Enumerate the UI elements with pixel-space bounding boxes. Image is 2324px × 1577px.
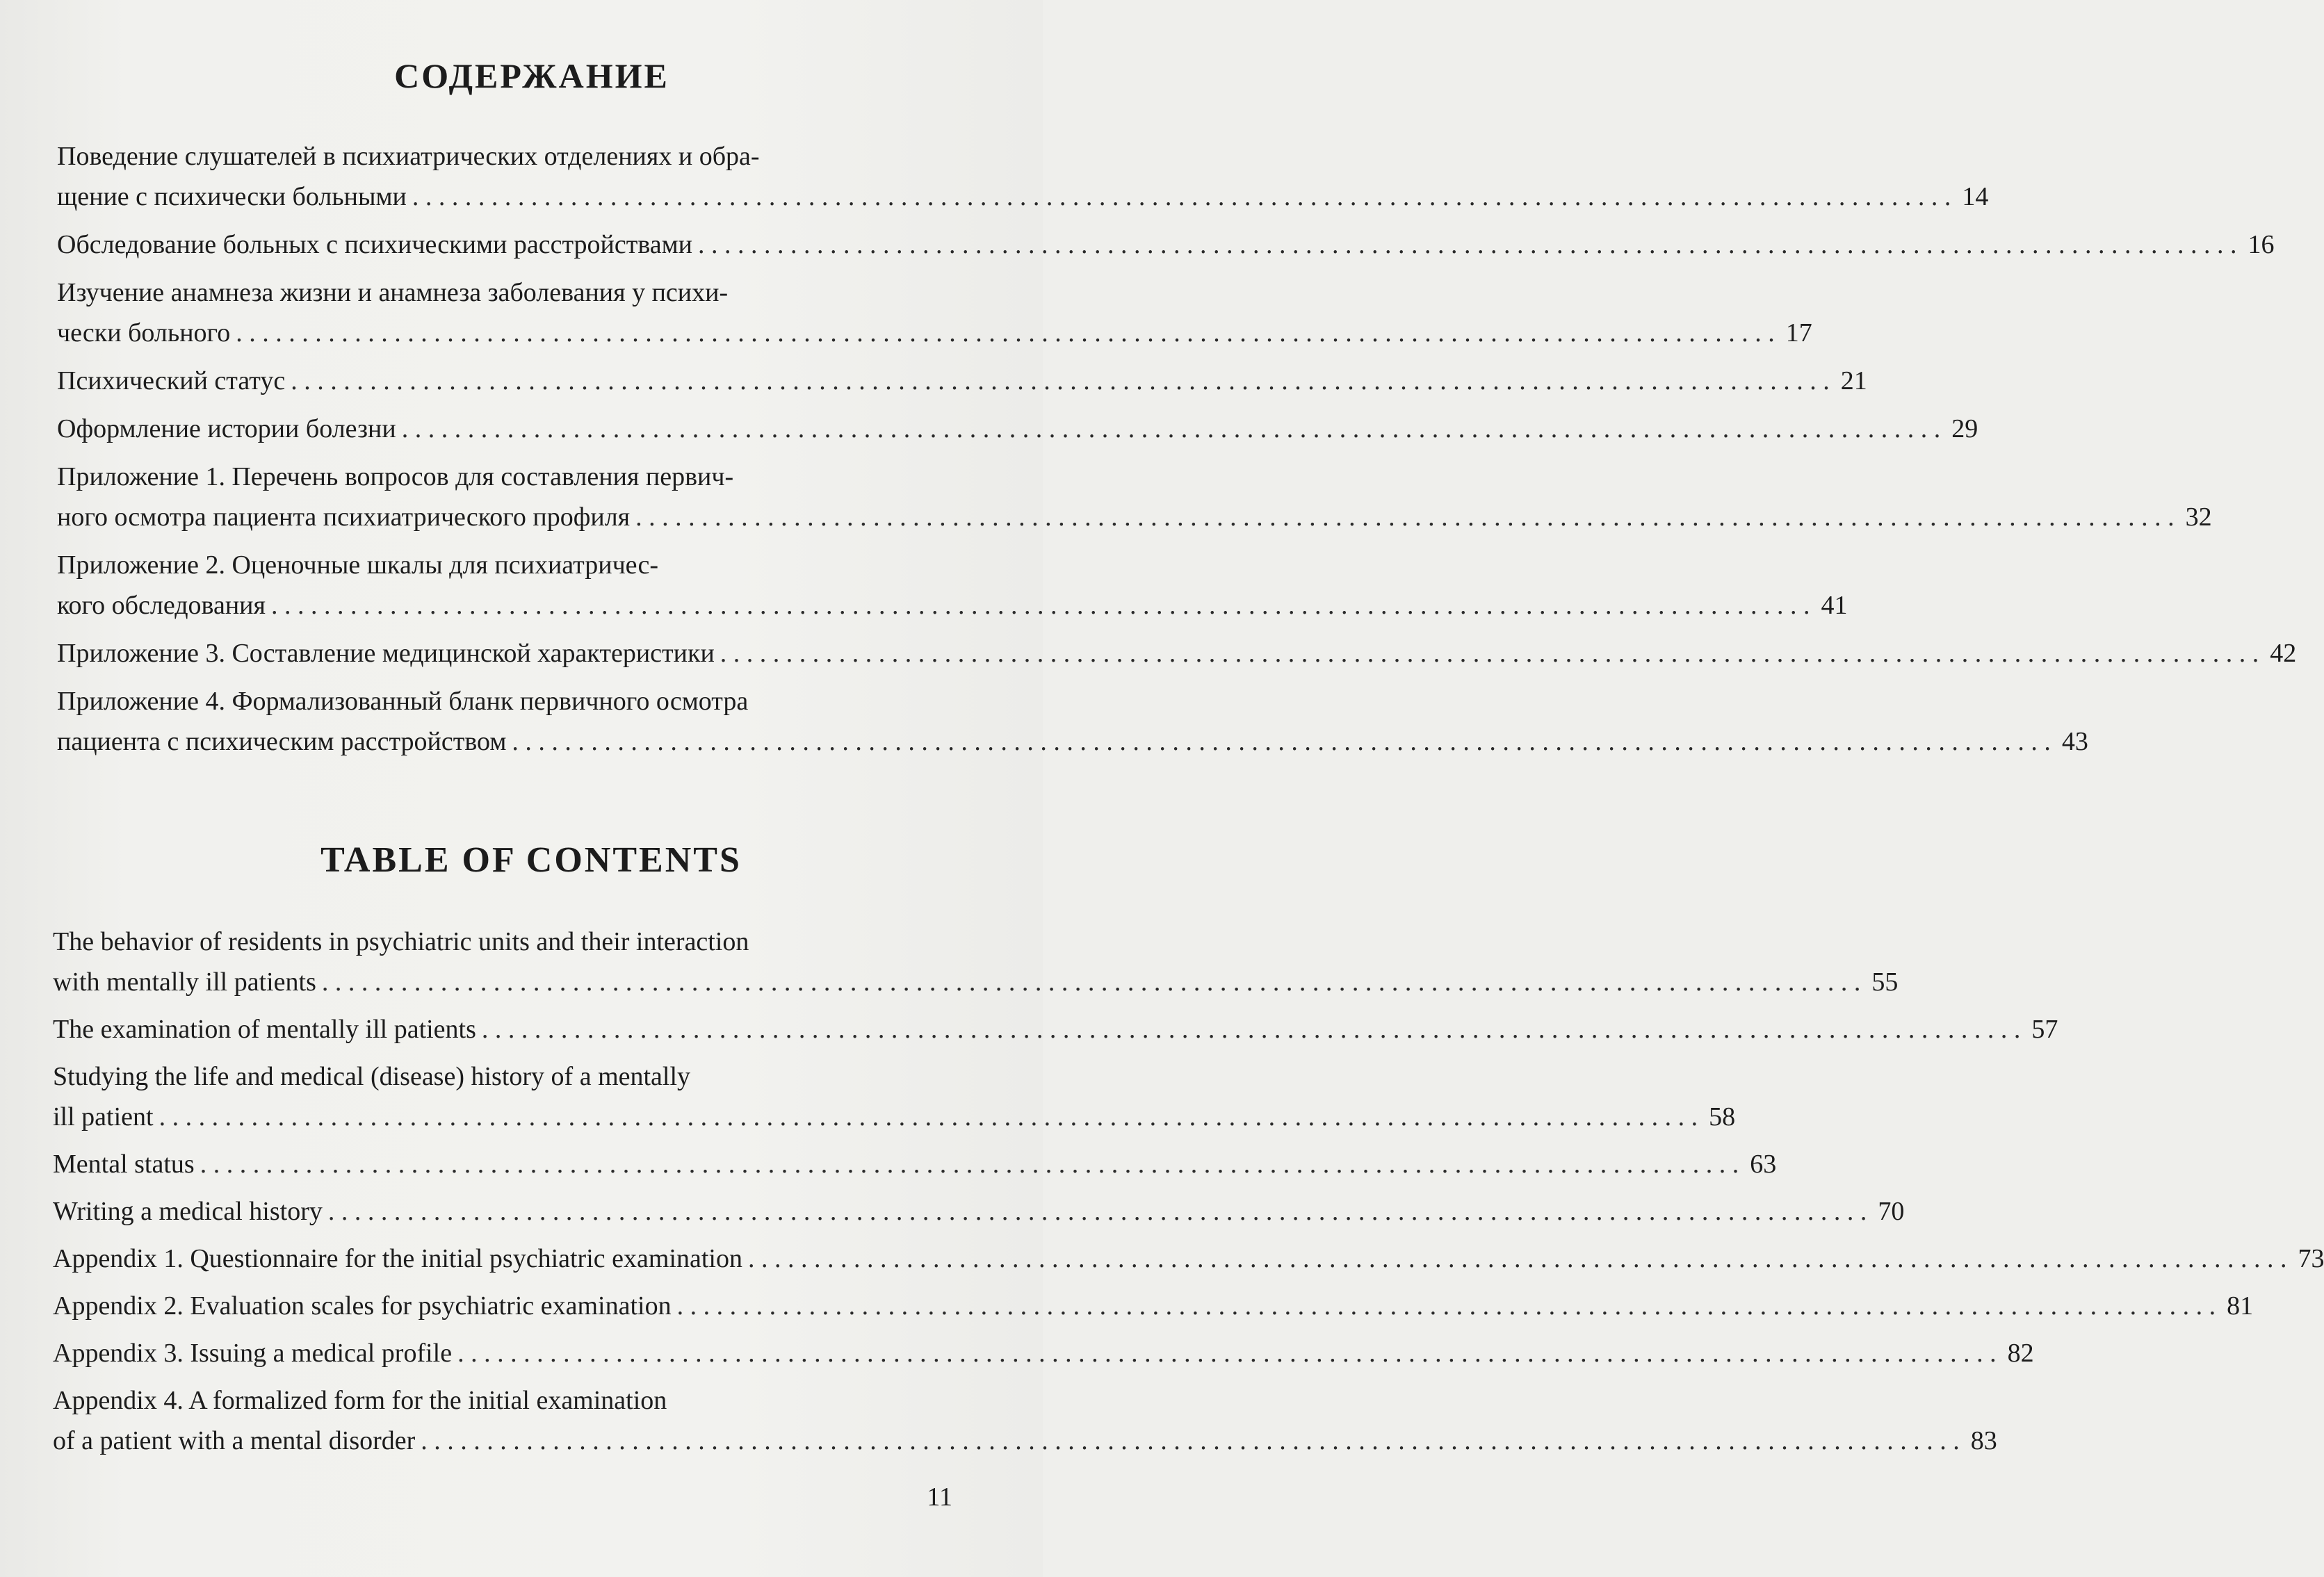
toc-page-number: 43 xyxy=(2061,727,2088,756)
toc-entry-line xyxy=(57,272,952,313)
toc-entry-title: Appendix 2. Evaluation scales for psychiatric examination xyxy=(53,1291,672,1321)
toc-entry xyxy=(57,457,2212,537)
toc-entry-line xyxy=(53,1333,2034,1373)
toc-entry xyxy=(53,922,1899,1002)
toc-entry xyxy=(57,681,2088,762)
toc-entry xyxy=(57,545,1848,626)
toc-entry-title: Studying the life and medical (disease) history of a mentally xyxy=(53,1062,691,1091)
dot-leader xyxy=(630,497,2175,537)
dot-leader xyxy=(715,633,2259,673)
dot-leader xyxy=(692,224,2237,265)
toc-page-number: 83 xyxy=(1970,1426,1997,1455)
toc-entry xyxy=(57,361,1867,401)
toc-entry-title: ного осмотра пациента психиатрического профиля xyxy=(57,502,631,532)
toc-entry-title: Приложение 2. Оценочные шкалы для психиатричес- xyxy=(57,550,659,580)
toc-entry-title: кого обследования xyxy=(57,591,266,620)
toc-entry xyxy=(57,136,1989,217)
toc-list-ru xyxy=(57,136,2297,769)
toc-entry xyxy=(53,1144,1777,1184)
contents-heading-ru: СОДЕРЖАНИЕ xyxy=(394,56,669,95)
toc-page-number: 17 xyxy=(1785,318,1812,348)
toc-entry-line xyxy=(53,1380,952,1421)
toc-entry-line xyxy=(53,1239,2324,1279)
toc-page-number: 58 xyxy=(1709,1102,1736,1131)
toc-entry-line xyxy=(57,136,952,177)
toc-entry-line xyxy=(57,313,1812,353)
toc-entry-line xyxy=(57,409,1978,449)
toc-page-number: 29 xyxy=(1951,414,1978,443)
dot-leader xyxy=(672,1286,2216,1326)
toc-entry-line xyxy=(57,361,1867,401)
toc-entry-title: Оформление истории болезни xyxy=(57,414,396,443)
toc-page-number: 81 xyxy=(2227,1291,2254,1321)
dot-leader xyxy=(285,361,1830,401)
toc-page-number: 63 xyxy=(1750,1150,1777,1179)
toc-entry xyxy=(57,224,2275,265)
toc-entry-title: Appendix 3. Issuing a medical profile xyxy=(53,1339,453,1368)
toc-entry-title: Обследование больных с психическими расстройствами xyxy=(57,230,693,259)
toc-entry-title: with mentally ill patients xyxy=(53,967,316,997)
toc-entry-title: Поведение слушателей в психиатрических отделениях и обра- xyxy=(57,142,760,171)
toc-entry-line xyxy=(57,224,2275,265)
toc-entry-line xyxy=(53,1009,2058,1049)
toc-entry-title: of a patient with a mental disorder xyxy=(53,1426,416,1455)
toc-entry-title: Приложение 3. Составление медицинской характеристики xyxy=(57,639,715,668)
toc-entry-line xyxy=(53,922,952,962)
dot-leader xyxy=(476,1009,2021,1049)
toc-entry-title: Психический статус xyxy=(57,366,286,395)
toc-entry-line xyxy=(57,545,952,585)
toc-page-number: 57 xyxy=(2031,1015,2058,1044)
dot-leader xyxy=(396,409,1941,449)
toc-entry xyxy=(53,1333,2034,1373)
dot-leader xyxy=(195,1144,1739,1184)
toc-entry xyxy=(57,633,2297,673)
toc-entry-line xyxy=(57,633,2297,673)
toc-entry xyxy=(57,409,1978,449)
toc-entry-title: Изучение анамнеза жизни и анамнеза заболевания у психи- xyxy=(57,278,729,307)
toc-entry-line xyxy=(53,1191,1905,1232)
dot-leader xyxy=(230,313,1775,353)
toc-entry-title: Appendix 4. A formalized form for the initial examination xyxy=(53,1386,667,1415)
toc-entry-title: Writing a medical history xyxy=(53,1197,323,1226)
dot-leader xyxy=(316,962,1861,1002)
toc-entry-line xyxy=(57,721,2088,762)
toc-page-number: 14 xyxy=(1962,182,1989,211)
toc-entry-line xyxy=(57,177,1989,217)
toc-entry-line xyxy=(53,1097,1736,1137)
toc-page-number: 82 xyxy=(2007,1339,2034,1368)
toc-entry xyxy=(53,1286,2254,1326)
dot-leader xyxy=(742,1239,2287,1279)
toc-entry-title: чески больного xyxy=(57,318,231,348)
toc-page-number: 70 xyxy=(1878,1197,1905,1226)
toc-entry-title: The behavior of residents in psychiatric units and their interaction xyxy=(53,927,749,956)
toc-entry-line xyxy=(53,1144,1777,1184)
toc-entry-line xyxy=(57,457,952,497)
dot-leader xyxy=(506,721,2051,762)
toc-entry xyxy=(57,272,1812,353)
toc-entry-title: Mental status xyxy=(53,1150,195,1179)
dot-leader xyxy=(154,1097,1698,1137)
contents-heading-en: TABLE OF CONTENTS xyxy=(320,840,742,880)
page-number: 11 xyxy=(927,1482,952,1512)
toc-page-number: 55 xyxy=(1871,967,1899,997)
toc-entry xyxy=(53,1009,2058,1049)
toc-page-number: 16 xyxy=(2248,230,2275,259)
toc-entry-title: The examination of mentally ill patients xyxy=(53,1015,476,1044)
toc-entry-title: Приложение 4. Формализованный бланк первичного осмотра xyxy=(57,687,749,716)
toc-entry-line xyxy=(57,497,2212,537)
toc-page-number: 41 xyxy=(1821,591,1848,620)
toc-page-number: 73 xyxy=(2298,1244,2324,1273)
toc-entry-line xyxy=(53,1421,1997,1461)
toc-entry-line xyxy=(53,1056,952,1097)
toc-entry-title: Appendix 1. Questionnaire for the initial psychiatric examination xyxy=(53,1244,742,1273)
dot-leader xyxy=(323,1191,1867,1232)
toc-entry-line xyxy=(53,962,1899,1002)
toc-entry-line xyxy=(57,681,952,721)
toc-page-number: 21 xyxy=(1840,366,1867,395)
toc-entry-title: пациента с психическим расстройством xyxy=(57,727,507,756)
toc-entry xyxy=(53,1191,1905,1232)
dot-leader xyxy=(266,585,1810,626)
toc-entry-title: ill patient xyxy=(53,1102,154,1131)
toc-entry-title: щение с психически больными xyxy=(57,182,407,211)
toc-entry-title: Приложение 1. Перечень вопросов для составления первич- xyxy=(57,462,734,491)
dot-leader xyxy=(415,1421,1960,1461)
dot-leader xyxy=(407,177,1951,217)
toc-entry-line xyxy=(53,1286,2254,1326)
toc-list-en xyxy=(53,922,2324,1468)
toc-entry xyxy=(53,1380,1997,1461)
toc-entry-line xyxy=(57,585,1848,626)
dot-leader xyxy=(452,1333,1997,1373)
toc-entry xyxy=(53,1056,1736,1137)
toc-page-number: 32 xyxy=(2185,502,2212,532)
toc-page-number: 42 xyxy=(2270,639,2297,668)
toc-entry xyxy=(53,1239,2324,1279)
